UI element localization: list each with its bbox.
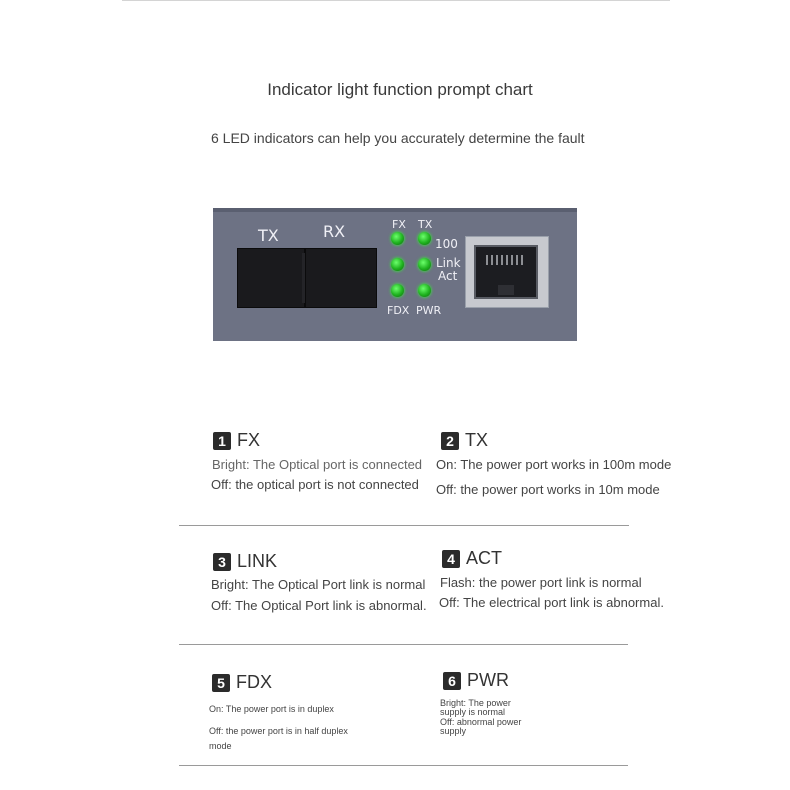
sc-fiber-port-rx [305,248,377,308]
legend-item-fx [213,430,260,451]
rj45-latch [498,285,514,295]
item-heading: ACT [466,548,502,568]
legend-item-fdx [212,672,272,693]
item-tx-line-2: Off: the power port works in 10m mode [436,482,660,497]
led-fx-label: FX [392,218,406,231]
item-heading: LINK [237,551,278,571]
row-divider [179,525,629,526]
item-fx-line-1: Bright: The Optical port is connected [212,457,423,472]
optical-rx-label: RX [323,222,346,241]
led-pwr-indicator [418,284,431,297]
led-act-indicator [418,258,431,271]
led-tx-indicator [418,232,431,245]
sc-fiber-port-tx [237,248,305,308]
led-link-indicator [391,258,404,271]
page-title: Indicator light function prompt chart [267,80,533,99]
led-100-label: 100 [435,237,458,251]
item-number-badge: 6 [443,672,461,690]
led-act-label: Act [438,269,458,283]
led-tx-label: TX [418,218,433,231]
led-link-label: Link [436,256,461,270]
item-act-line-1: Flash: the power port link is normal [440,575,642,590]
item-heading: FDX [236,672,272,692]
item-number-badge: 2 [441,432,459,450]
rj45-port [465,236,549,308]
item-heading: FX [237,430,261,450]
legend-item-pwr [443,670,509,691]
item-fdx-line-1: On: The power port is in duplex [209,704,334,714]
item-tx-line-1: On: The power port works in 100m mode [436,457,672,472]
led-fx-indicator [391,232,404,245]
row-divider [179,765,628,766]
item-act-line-2: Off: The electrical port link is abnormal. [439,595,664,610]
page-subtitle: 6 LED indicators can help you accurately determine the fault [211,130,585,146]
optical-tx-label: TX [258,226,279,245]
item-heading: TX [465,430,489,450]
item-pwr-line-2: Off: abnormal power supply [440,717,522,736]
row-divider [179,644,628,645]
item-fx-line-2: Off: the optical port is not connected [211,477,419,492]
item-number-badge: 4 [442,550,460,568]
item-link-line-1: Bright: The Optical Port link is normal [211,577,426,592]
rj45-pins [486,255,526,265]
led-fdx-label: FDX [387,304,410,317]
item-number-badge: 5 [212,674,230,692]
legend-item-act [442,548,502,569]
item-number-badge: 1 [213,432,231,450]
legend-item-tx [441,430,488,451]
legend-item-link [213,551,277,572]
item-pwr-line-1: Bright: The power supply is normal [440,698,511,717]
led-pwr-label: PWR [416,304,442,317]
item-number-badge: 3 [213,553,231,571]
top-divider [122,0,670,1]
rj45-socket [474,245,538,299]
media-converter-panel [213,208,577,341]
item-heading: PWR [467,670,509,690]
led-fdx-indicator [391,284,404,297]
item-link-line-2: Off: The Optical Port link is abnormal. [211,598,427,613]
item-fdx-line-2: Off: the power port is in half duplex mode [209,726,348,751]
